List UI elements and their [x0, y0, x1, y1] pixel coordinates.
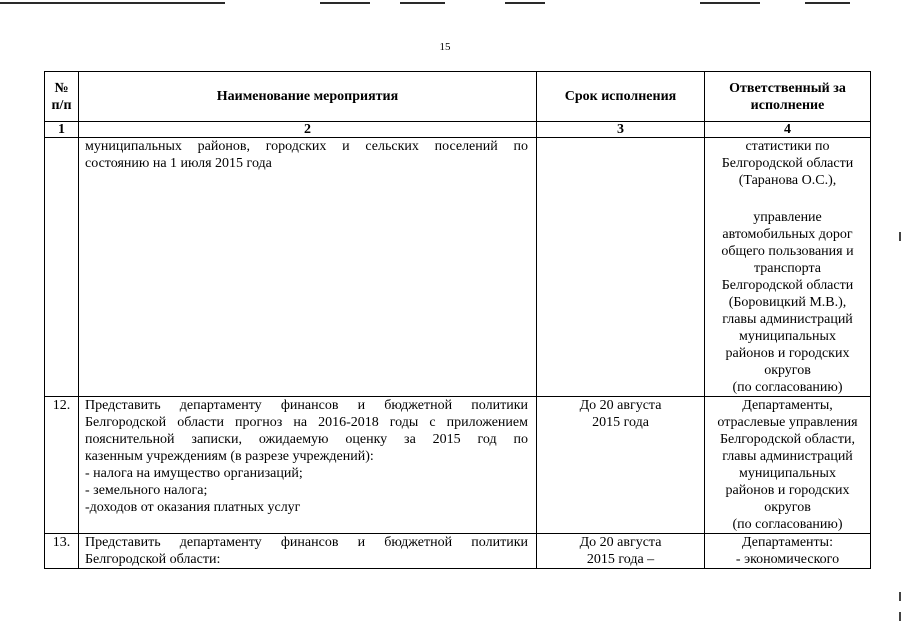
- table-header-row: [45, 72, 871, 122]
- column-number: 4: [705, 122, 871, 138]
- column-number: 3: [537, 122, 705, 138]
- scan-artifact-line: [320, 2, 370, 4]
- activity-name: муниципальных районов, городских и сельских поселений по состоянию на 1 июля 2015 года: [79, 138, 537, 397]
- header-activity-name: Наименование мероприятия: [79, 72, 537, 122]
- row-number: [45, 138, 79, 397]
- column-number: 2: [79, 122, 537, 138]
- scan-artifact-mark: [899, 592, 901, 601]
- activity-name: Представить департаменту финансов и бюджетной политики Белгородской области:: [79, 534, 537, 569]
- responsible: статистики по Белгородской области (Таранова О.С.), управление автомобильных дорог общего пользования и транспорта Белгородской области (Боровицкий М.В.), главы администраций муниципальных районов и городских округов (по согласованию): [705, 138, 871, 397]
- row-number: 12.: [45, 397, 79, 534]
- page-number: 15: [439, 41, 451, 53]
- table-row: [45, 397, 871, 534]
- responsible: Департаменты: - экономического: [705, 534, 871, 569]
- scan-artifact-line: [805, 2, 850, 4]
- scan-artifact-mark: [899, 232, 901, 241]
- responsible: Департаменты, отраслевые управления Белгородской области, главы администраций муниципальных районов и городских округов (по согласованию): [705, 397, 871, 534]
- header-responsible: Ответственный за исполнение: [705, 72, 871, 122]
- activities-table: [44, 71, 871, 569]
- column-number: 1: [45, 122, 79, 138]
- deadline: [537, 138, 705, 397]
- table-row: [45, 534, 871, 569]
- column-number-row: [45, 122, 871, 138]
- scan-artifact-line: [700, 2, 760, 4]
- header-deadline: Срок исполнения: [537, 72, 705, 122]
- row-number: 13.: [45, 534, 79, 569]
- scan-artifact-line: [505, 2, 545, 4]
- header-number: № п/п: [45, 72, 79, 122]
- deadline: До 20 августа 2015 года: [537, 397, 705, 534]
- table-row: [45, 138, 871, 397]
- scan-artifact-line: [0, 2, 225, 4]
- scan-artifact-line: [400, 2, 445, 4]
- activity-name: Представить департаменту финансов и бюджетной политики Белгородской области прогноз на 2016-2018 годы с приложением пояснительной записки, ожидаемую оценку за 2015 год по казенным учреждениям (в разрезе учреждений): - налога на имущество организаций; - земельного налога; -доходов от оказания платных услуг: [79, 397, 537, 534]
- scan-artifact-mark: [899, 612, 901, 621]
- deadline: До 20 августа 2015 года –: [537, 534, 705, 569]
